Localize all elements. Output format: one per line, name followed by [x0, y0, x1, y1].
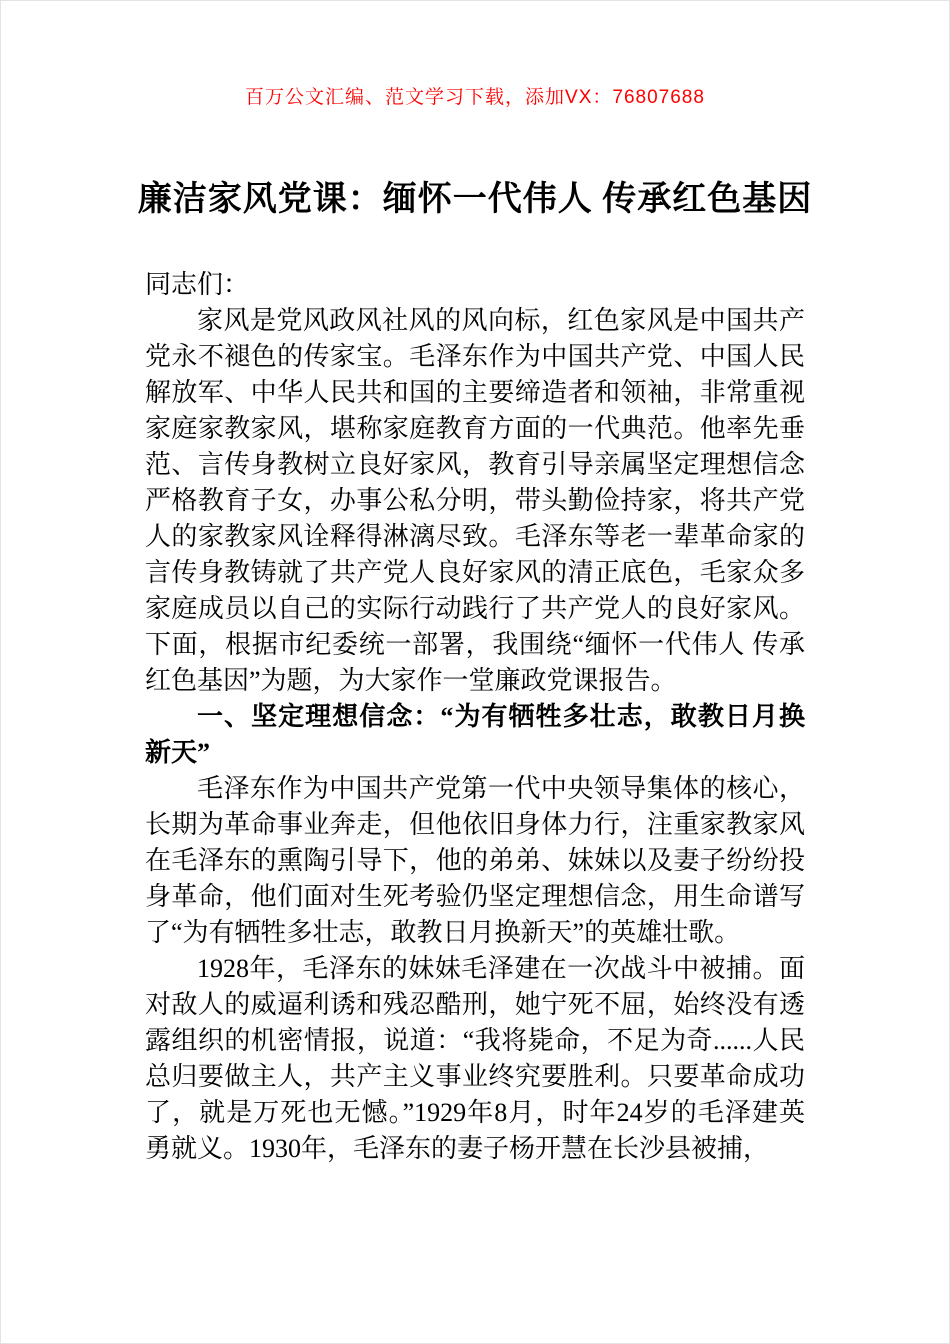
paragraph: 同志们：	[145, 270, 250, 299]
document-title: 廉洁家风党课：缅怀一代伟人 传承红色基因	[137, 181, 813, 218]
paragraph: 1928年，毛泽东的妹妹毛泽建在一次战斗中被捕。面对敌人的威逼利诱和残忍酷刑，她宁死不屈，始终没有透露组织的机密情报，说道：“我将毙命，不足为奇......人民总归要做主人，共产主义事业终究要胜利。只要革命成功了，就是万死也无憾。”1929年8月，时年24岁的毛泽建英勇就义。1930年，毛泽东的妻子杨开慧在长沙县被捕，	[145, 954, 805, 1163]
paragraph: 毛泽东作为中国共产党第一代中央领导集体的核心，长期为革命事业奔走，但他依旧身体力行，注重家教家风在毛泽东的熏陶引导下，他的弟弟、妹妹以及妻子纷纷投身革命，他们面对生死考验仍坚定理想信念，用生命谱写了“为有牺牲多壮志，敢教日月换新天”的英雄壮歌。	[145, 774, 805, 947]
header-notice: 百万公文汇编、范文学习下载，添加VX：76807688	[245, 87, 705, 108]
section-heading: 一、坚定理想信念：“为有牺牲多壮志，敢教日月换新天”	[145, 702, 805, 767]
paragraph: 家风是党风政风社风的风向标，红色家风是中国共产党永不褪色的传家宝。毛泽东作为中国共产党、中国人民解放军、中华人民共和国的主要缔造者和领袖，非常重视家庭家教家风，堪称家庭教育方面的一代典范。他率先垂范、言传身教树立良好家风，教育引导亲属坚定理想信念严格教育子女，办事公私分明，带头勤俭持家，将共产党人的家教家风诠释得淋漓尽致。毛泽东等老一辈革命家的言传身教铸就了共产党人良好家风的清正底色，毛家众多家庭成员以自己的实际行动践行了共产党人的良好家风。下面，根据市纪委统一部署，我围绕“缅怀一代伟人 传承红色基因”为题，为大家作一堂廉政党课报告。	[145, 306, 805, 695]
document-body	[145, 267, 805, 1167]
